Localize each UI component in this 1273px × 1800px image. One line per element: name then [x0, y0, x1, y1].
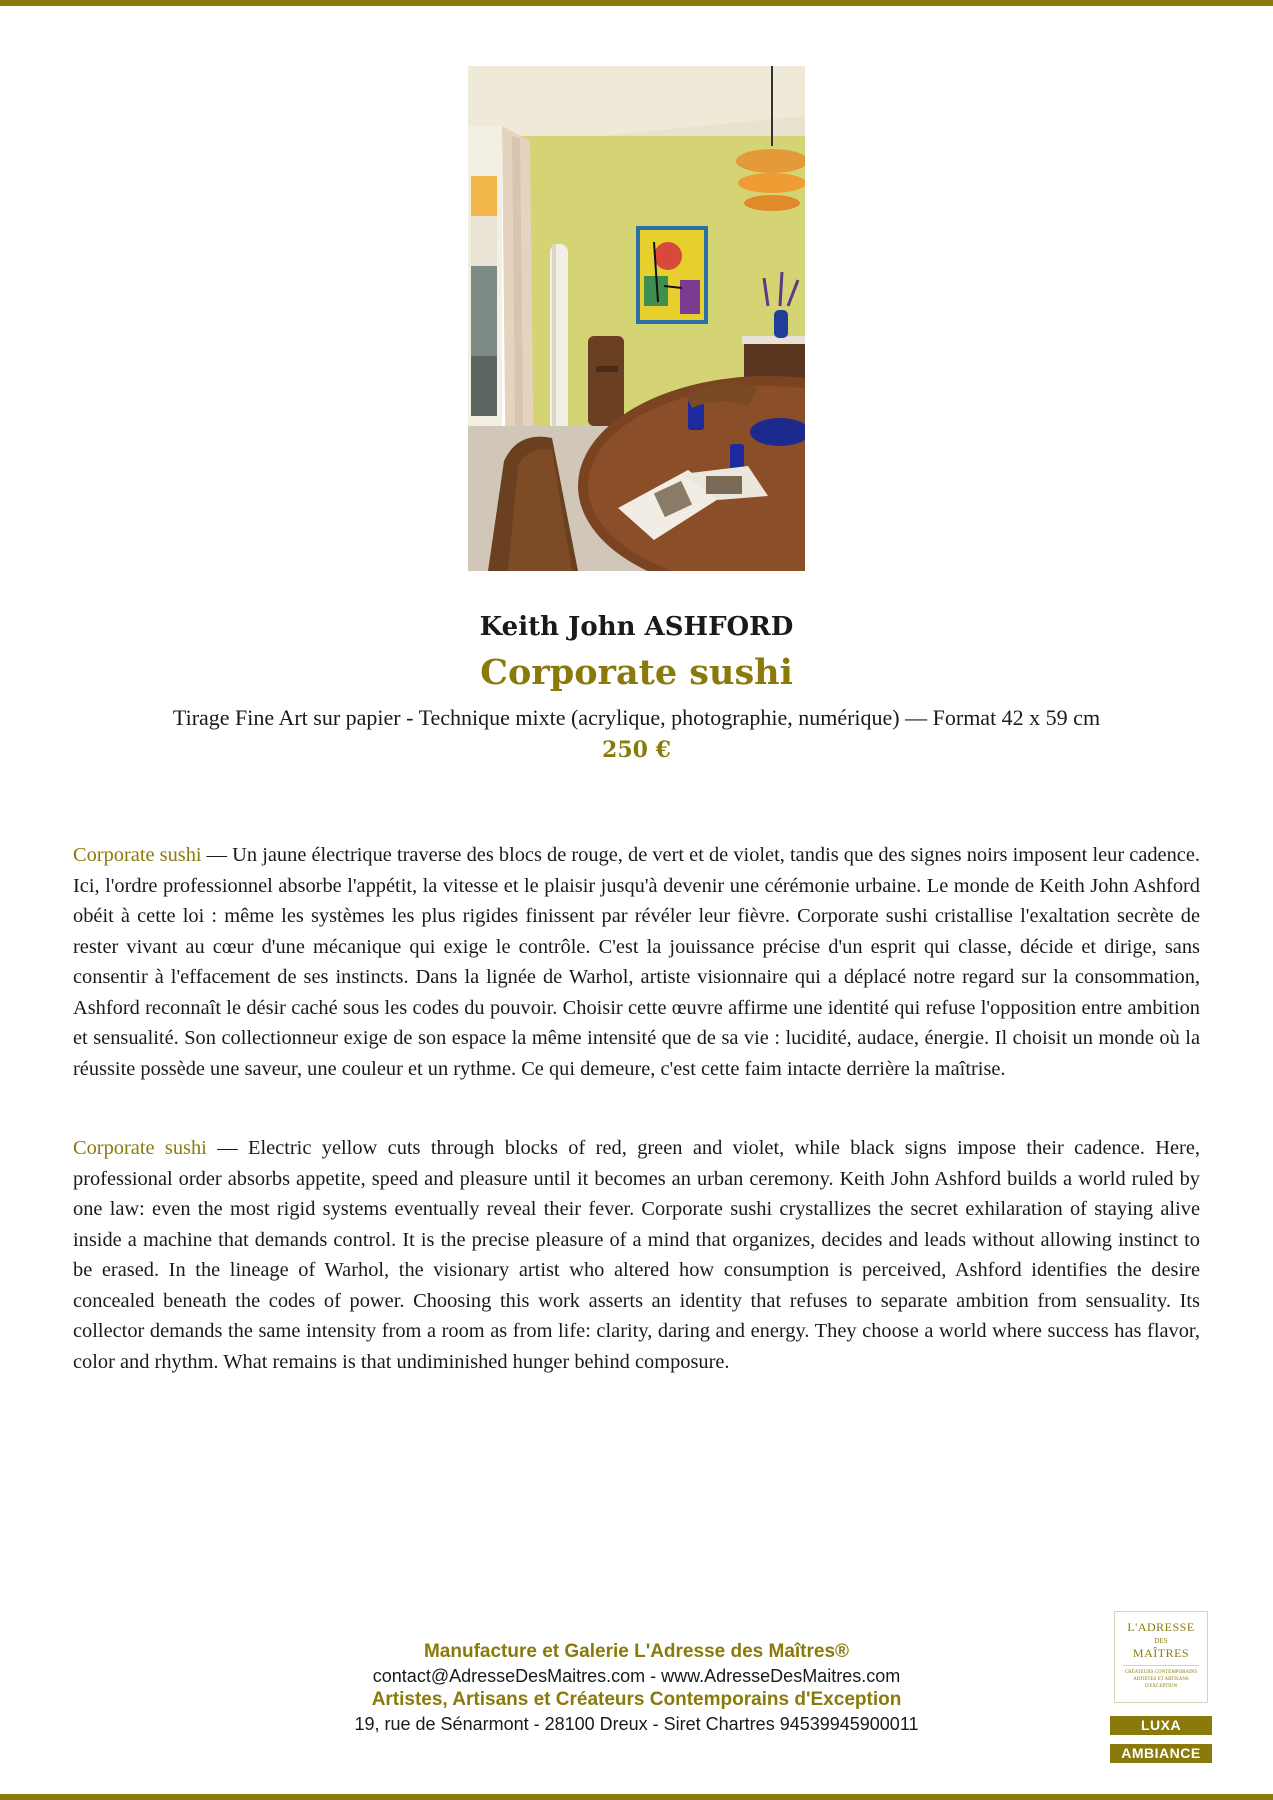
description-english: [73, 1133, 1200, 1377]
logo-line-1: L'ADRESSE: [1127, 1620, 1195, 1634]
footer-tagline: Artistes, Artisans et Créateurs Contemporains d'Exception: [371, 1689, 902, 1710]
footer: [0, 1640, 1273, 1736]
artwork-specification: Tirage Fine Art sur papier - Technique mixte (acrylique, photographie, numérique) — Format 42 x 59 cm: [172, 705, 1101, 730]
description-english-lead: Corporate sushi: [73, 1137, 207, 1159]
gallery-logo: [1114, 1611, 1208, 1703]
logo-line-3: MAÎTRES: [1132, 1646, 1190, 1660]
logo-divider: [1123, 1665, 1199, 1666]
bottom-accent-bar: [0, 1794, 1273, 1800]
logo-line-4: CRÉATEURS CONTEMPORAINS ARTISTES ET ARTISANS D'EXCEPTION: [1124, 1670, 1198, 1689]
artist-name: Keith John ASHFORD: [479, 612, 794, 642]
artwork-price: 250 €: [602, 737, 671, 763]
description-french: [73, 840, 1200, 1084]
description-english-body: — Electric yellow cuts through blocks of red, green and violet, while black signs impose their cadence. Here, professional order absorbs appetite, speed and pleasure until it becomes an urban ceremony. Keith John Ashford builds a world ruled by one law: even the most rigid systems eventually reveal their fever. Corporate sushi crystallizes the secret exhilaration of staying alive inside a machine that demands control. It is the precise pleasure of a mind that organizes, decides and leads without allowing instinct to be erased. In the lineage of Warhol, the visionary artist who altered how consumption is perceived, Ashford identifies the desire concealed beneath the codes of power. Choosing this work asserts an identity that refuses to separate ambition from sensuality. Its collector demands the same intensity from a room as from life: clarity, daring and energy. They choose a world where success has flavor, color and rhythm. What remains is that undiminished hunger behind composure.: [73, 1137, 1200, 1373]
artwork-interior-photo: [468, 66, 805, 571]
artwork-title: Corporate sushi: [480, 652, 793, 693]
description-french-body: — Un jaune électrique traverse des blocs de rouge, de vert et de violet, tandis que des signes noirs imposent leur cadence. Ici, l'ordre professionnel absorbe l'appétit, la vitesse et le plaisir jusqu'à devenir une cérémonie urbaine. Le monde de Keith John Ashford obéit à cette loi : même les systèmes les plus rigides finissent par révéler leur fièvre. Corporate sushi cristallise l'exaltation secrète de rester vivant au cœur d'une mécanique qui exige le contrôle. C'est la jouissance précise d'un esprit qui classe, décide et dirige, sans consentir à l'effacement de ses instincts. Dans la lignée de Warhol, artiste visionnaire qui a déplacé notre regard sur la consommation, Ashford reconnaît le désir caché sous les codes du pouvoir. Choisir cette œuvre affirme une identité qui refuse l'opposition entre ambition et sensualité. Son collectionneur exige de son espace la même intensité que de sa vie : lucidité, audace, énergie. Il choisit un monde où la réussite possède une saveur, une couleur et un rythme. Ce qui demeure, c'est cette faim intacte derrière la maîtrise.: [73, 844, 1201, 1080]
ambiance-badge: AMBIANCE: [1110, 1744, 1212, 1763]
top-accent-bar: [0, 0, 1273, 6]
description-french-lead: Corporate sushi: [73, 844, 202, 866]
footer-gallery-name: Manufacture et Galerie L'Adresse des Maîtres®: [423, 1641, 850, 1662]
luxa-badge: LUXA: [1110, 1716, 1212, 1735]
footer-address: 19, rue de Sénarmont - 28100 Dreux - Siret Chartres 94539945900011: [354, 1714, 919, 1734]
logo-line-2: DES: [1154, 1637, 1168, 1645]
footer-contact: contact@AdresseDesMaitres.com - www.AdresseDesMaitres.com: [372, 1666, 901, 1686]
